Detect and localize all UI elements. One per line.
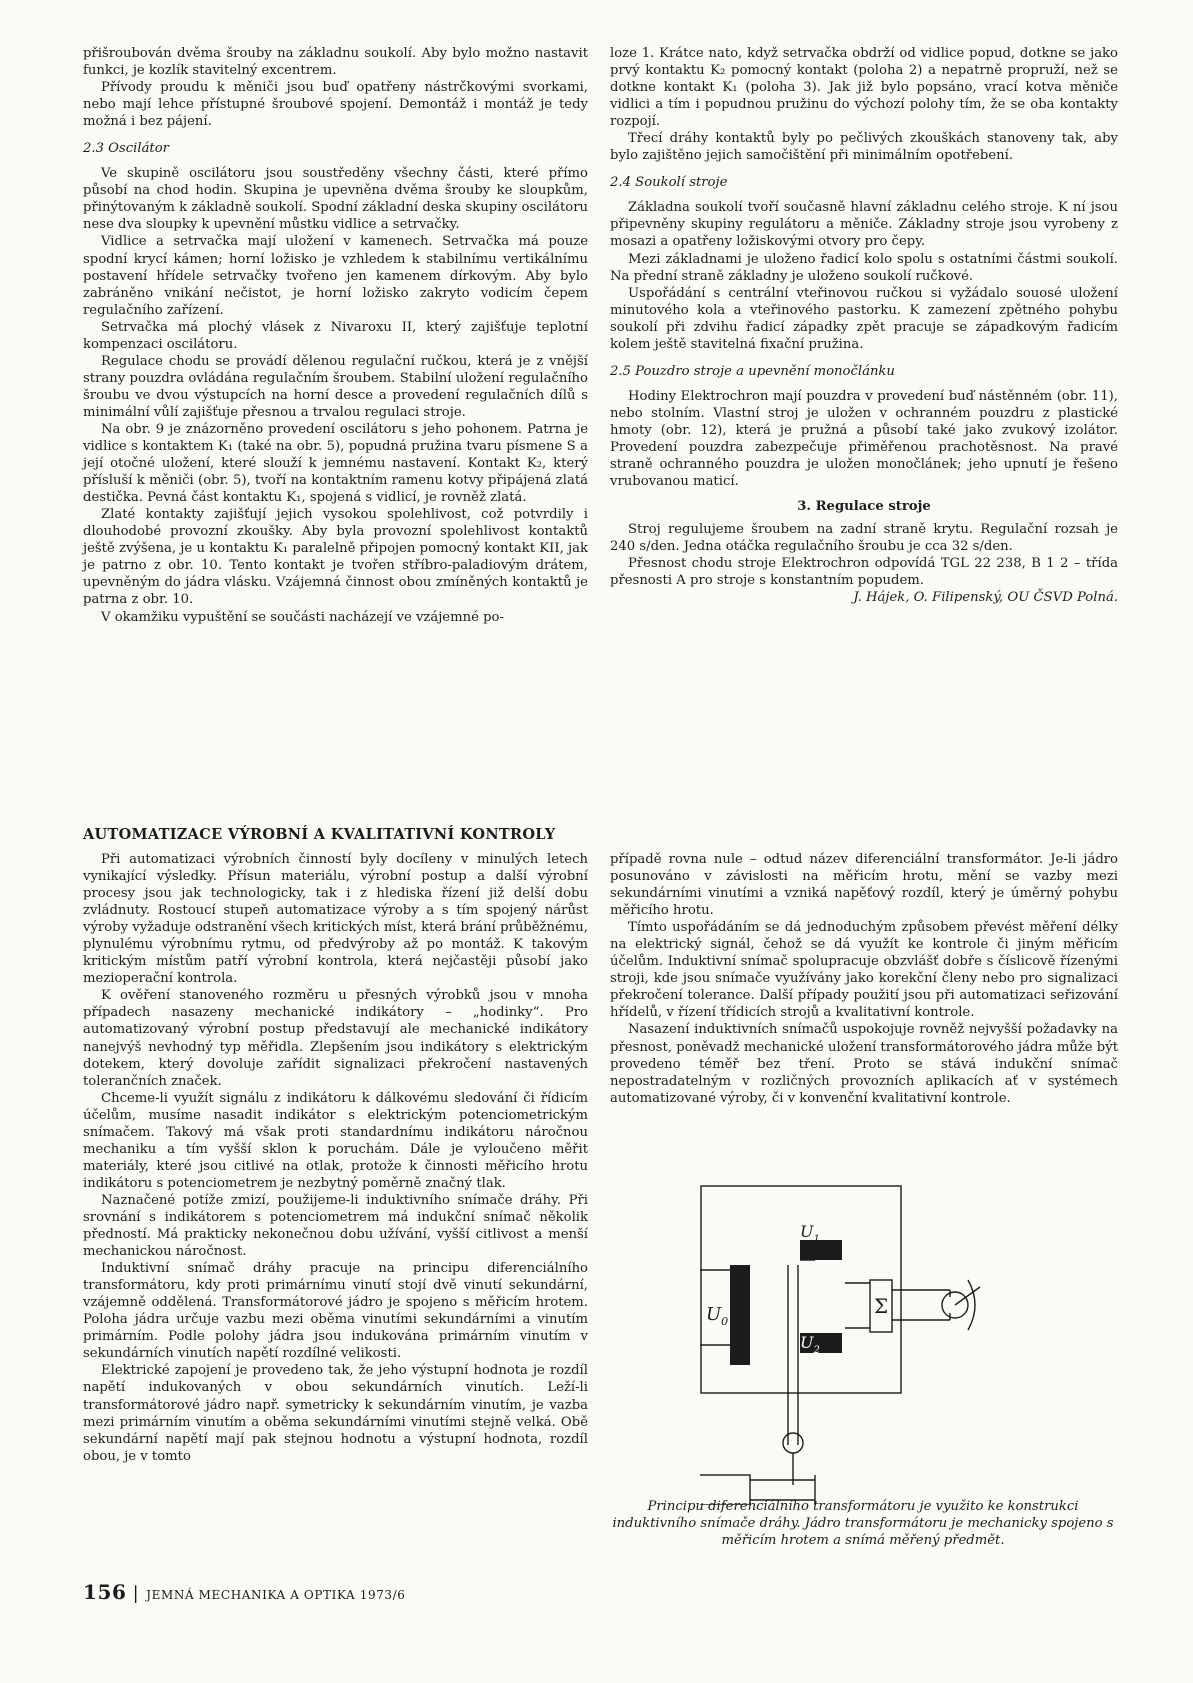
differential-transformer-diagram bbox=[700, 1185, 995, 1505]
author-signature: J. Hájek, O. Filipenský, OU ČSVD Polná. bbox=[853, 590, 1118, 606]
label-u2: $U_2$ bbox=[800, 1333, 820, 1356]
paragraph: V okamžiku vypuštění se součásti nacházejí ve vzájemné po- bbox=[101, 609, 504, 625]
primary-coil bbox=[730, 1265, 750, 1365]
article-column-2 bbox=[610, 851, 1118, 1107]
paragraph: Tímto uspořádáním se dá jednoduchým způsobem převést měření délky na elektrický signál, čehož se dá využít ke kontrole či jiným měřicím účelům. Induktivní snímač spolupracuje obzvlášť dobře s číslicově řízenými stroji, kde jsou snímače využívány jako korekční členy nebo pro signalizaci překročení tolerance. Další případy použití jsou při automatizaci seřizování hřídelů, v řízení třídicích strojů a kvalitativní kontrole. bbox=[610, 920, 1118, 1021]
label-u1: $U_1$ bbox=[800, 1222, 820, 1245]
column-1 bbox=[83, 45, 588, 626]
paragraph: přišroubován dvěma šrouby na základnu soukolí. Aby bylo možno nastavit funkci, je kozlík stavitelný excentrem. bbox=[83, 46, 588, 79]
paragraph: Nasazení induktivních snímačů uspokojuje rovněž nejvyšší požadavky na přesnost, poněvadž mechanické uložení transformátorového jádra může být provedeno téměř bez tření. Proto se stává indukční snímač nepostradatelným v rozličných provozních aplikacích ať v systémech automatizované výroby, či v konvenční kvalitativní kontrole. bbox=[610, 1022, 1118, 1106]
section-heading: 3. Regulace stroje bbox=[797, 499, 931, 515]
paragraph: loze 1. Krátce nato, když setrvačka obdrží od vidlice popud, dotkne se jako prvý kontaktu K₂ pomocný kontakt (poloha 2) a nepatrně propruží, než se dotkne kontakt K₁ (poloha 3). Jak již bylo popsáno, vrací kotva měniče vidlici a tím i popudnou pružinu do výchozí polohy tím, že se oba kontakty rozpojí. bbox=[610, 46, 1118, 130]
paragraph: K ověření stanoveného rozměru u přesných výrobků jsou v mnoha případech nasazeny mechanické indikátory – „hodinky“. Pro automatizovaný výrobní postup představují ale mechanické indikátory nanejvýš nevhodný typ měřidla. Zlepšením jsou indikátory s elektrickým dotekem, který dovoluje zařídit signalizaci překročení nastavených tolerančních značek. bbox=[83, 988, 588, 1089]
figure-caption: Principu diferenciálního transformátoru je využito ke konstrukci induktivního snímače dráhy. Jádro transformátoru je mechanicky spojeno s měřicím hrotem a snímá měřený předmět. bbox=[612, 1499, 1114, 1548]
section-heading: 2.5 Pouzdro stroje a upevnění monočlánku bbox=[610, 363, 895, 379]
paragraph: Regulace chodu se provádí dělenou regulační ručkou, která je z vnější strany pouzdra ovládána regulačním šroubem. Stabilní uložení regulačního šroubu ve dvou výstupcích na horní desce a provedení regulačních dílů s minimální vůlí zajišťuje přesnou a trvalou regulaci stroje. bbox=[83, 353, 588, 420]
journal-name: JEMNÁ MECHANIKA A OPTIKA 1973/6 bbox=[146, 1588, 406, 1602]
paragraph: Vidlice a setrvačka mají uložení v kamenech. Setrvačka má pouze spodní krycí kámen; horní ložisko je vzhledem k stabilnímu vertikálnímu postavení hřídele setrvačky tvořeno jen kamenem dírkovým. Aby bylo zabráněno vnikání nečistot, je horní ložisko zakryto vodicím čepem regulačního zařízení. bbox=[83, 234, 588, 318]
paragraph: Při automatizaci výrobních činností byly docíleny v minulých letech vynikající výsledky. Přísun materiálu, výrobní postup a další výrobní procesy jsou jak technologicky, tak i z hlediska řízení již delší dobu zvládnuty. Rostoucí stupeň automatizace výroby a s tím spojený nárůst výroby vyžaduje odstranění všech kritických míst, která brání průběžnému, plynulému výrobnímu rytmu, od předvýroby až po montáž. K takovým kritickým místům patří výrobní kontrola, která nejčastěji působí jako mezioperační kontrola. bbox=[83, 852, 588, 987]
section-heading: 2.4 Soukolí stroje bbox=[610, 175, 728, 191]
measuring-sensor bbox=[783, 1433, 803, 1453]
label-u0: $U_0$ bbox=[706, 1304, 729, 1328]
paragraph: Hodiny Elektrochron mají pouzdra v provedení buď nástěnném (obr. 11), nebo stolním. Vlastní stroj je uložen v ochranném pouzdru z plastické hmoty (obr. 12), která je pružná a působí také jako zvukový izolátor. Provedení pouzdra zabezpečuje přiměřenou prachotěsnost. Na pravé straně ochranného pouzdra je uložen monočlánek; jeho upnutí je řešeno vrubovanou maticí. bbox=[610, 388, 1118, 490]
paragraph: Elektrické zapojení je provedeno tak, že jeho výstupní hodnota je rozdíl napětí indukovaných v obou sekundárních vinutích. Leží-li transformátorové jádro např. symetricky k sekundárním vinutím, je vazba mezi primárním vinutím a oběma sekundárními vinutími stejně velká. Obě sekundární napětí mají pak stejnou hodnotu a výstupní hodnota, rozdíl obou, je v tomto bbox=[83, 1363, 588, 1464]
paragraph: případě rovna nule – odtud název diferenciální transformátor. Je-li jádro posunováno v závislosti na měřicím hrotu, mění se vazby mezi sekundárními vinutími a vzniká napěťový rozdíl, který je úměrný pohybu měřicího hrotu. bbox=[610, 852, 1118, 919]
paragraph: Setrvačka má plochý vlásek z Nivaroxu II, který zajišťuje teplotní kompenzaci oscilátoru. bbox=[83, 319, 588, 352]
paragraph: Přívody proudu k měniči jsou buď opatřeny nástrčkovými svorkami, nebo mají lehce přístupné šroubové spojení. Demontáž i montáž je tedy možná i bez pájení. bbox=[83, 80, 588, 130]
paragraph: Zlaté kontakty zajišťují jejich vysokou spolehlivost, což potvrdily i dlouhodobé provozní zkoušky. Aby byla provozní spolehlivost kontaktů ještě zvýšena, je u kontaktu K₁ paralelně připojen pomocný kontakt KII, jak je patrno z obr. 10. Tento kontakt je tvořen stříbro-paladiovým drátem, upevněným do jádra vlásku. Vzájemná činnost obou zmíněných kontaktů je patrna z obr. 10. bbox=[83, 507, 588, 608]
paragraph: Přesnost chodu stroje Elektrochron odpovídá TGL 22 238, B 1 2 – třída přesnosti A pro stroje s konstantním popudem. bbox=[610, 556, 1118, 589]
secondary-coil-upper bbox=[800, 1240, 842, 1260]
paragraph: Chceme-li využít signálu z indikátoru k dálkovému sledování či řídicím účelům, musíme nasadit indikátor s elektrickým potenciometrickým snímačem. Takový má však proti standardnímu indikátoru náročnou mechaniku a tím vyšší sklon k poruchám. Dále je vyloučeno měřit materiály, které jsou citlivé na otlak, protože k činnosti měřicího hrotu indikátoru s potenciometrem je nezbytný poměrně značný tlak. bbox=[83, 1090, 588, 1191]
paragraph: Uspořádání s centrální vteřinovou ručkou si vyžádalo souosé uložení minutového kola a vteřinového pastorku. K zamezení zpětného pohybu soukolí při zdvihu řadicí západky zpět pracuje se západkovým řadicím kolem ještě stavitelná fixační pružina. bbox=[610, 285, 1118, 352]
paragraph: Na obr. 9 je znázorněno provedení oscilátoru s jeho pohonem. Patrna je vidlice s kontaktem K₁ (také na obr. 5), popudná pružina tvaru písmene S a její otočné uložení, které slouží k jemnému nastavení. Kontakt K₂, který přísluší k měniči (obr. 5), tvoří na kontaktním ramenu kotvy připájená zlatá destička. Pevná část kontaktu K₁, spojená s vidlicí, je rovněž zlatá. bbox=[83, 421, 588, 506]
paragraph: Mezi základnami je uloženo řadicí kolo spolu s ostatními částmi soukolí. Na přední straně základny je uloženo soukolí ručkové. bbox=[610, 251, 1118, 284]
footer-separator: | bbox=[132, 1583, 140, 1604]
section-heading: 2.3 Oscilátor bbox=[83, 141, 169, 157]
article-title: AUTOMATIZACE VÝROBNÍ A KVALITATIVNÍ KONTROLY bbox=[83, 826, 556, 843]
paragraph: Ve skupině oscilátoru jsou soustředěny všechny části, které přímo působí na chod hodin. Skupina je upevněna dvěma šrouby ke sloupkům, přinýtovaným k základně soukolí. Spodní základní deska skupiny oscilátoru nese dva sloupky k upevnění můstku vidlice a setrvačky. bbox=[83, 166, 588, 233]
paragraph: Třecí dráhy kontaktů byly po pečlivých zkouškách stanoveny tak, aby bylo zajištěno jejich samočištění při minimálním opotřebení. bbox=[610, 131, 1118, 164]
article-column-1 bbox=[83, 851, 588, 1465]
paragraph: Naznačené potíže zmizí, použijeme-li induktivního snímače dráhy. Při srovnání s indikátorem s potenciometrem má indukční snímač několik předností. Má prakticky nekonečnou dobu užívání, vyšší citlivost a menší mechanickou náročnost. bbox=[83, 1192, 588, 1260]
measured-object-shaft bbox=[750, 1480, 815, 1500]
paragraph: Základna soukolí tvoří současně hlavní základnu celého stroje. K ní jsou připevněny skupiny regulátoru a měniče. Základny stroje jsou vyrobeny z mosazi a opatřeny ložiskovými otvory pro čepy. bbox=[610, 200, 1118, 250]
meter-scale bbox=[968, 1280, 975, 1330]
paragraph: Stroj regulujeme šroubem na zadní straně krytu. Regulační rozsah je 240 s/den. Jedna otáčka regulačního šroubu je cca 32 s/den. bbox=[610, 522, 1118, 555]
paragraph: Induktivní snímač dráhy pracuje na principu diferenciálního transformátoru, kdy proti primárnímu vinutí stojí dvě vinutí sekundární, vzájemně oddělená. Transformátorové jádro je spojeno s měřicím hrotem. Poloha jádra určuje vazbu mezi oběma vinutími sekundárními a vinutím primárním. Podle polohy jádra jsou indukována primárním vinutím v sekundárních vinutích napětí rozdílné velikosti. bbox=[83, 1261, 588, 1362]
page-footer bbox=[83, 1580, 483, 1604]
page-number: 156 bbox=[83, 1580, 127, 1604]
sum-symbol: Σ bbox=[874, 1294, 889, 1318]
column-2 bbox=[610, 45, 1118, 606]
